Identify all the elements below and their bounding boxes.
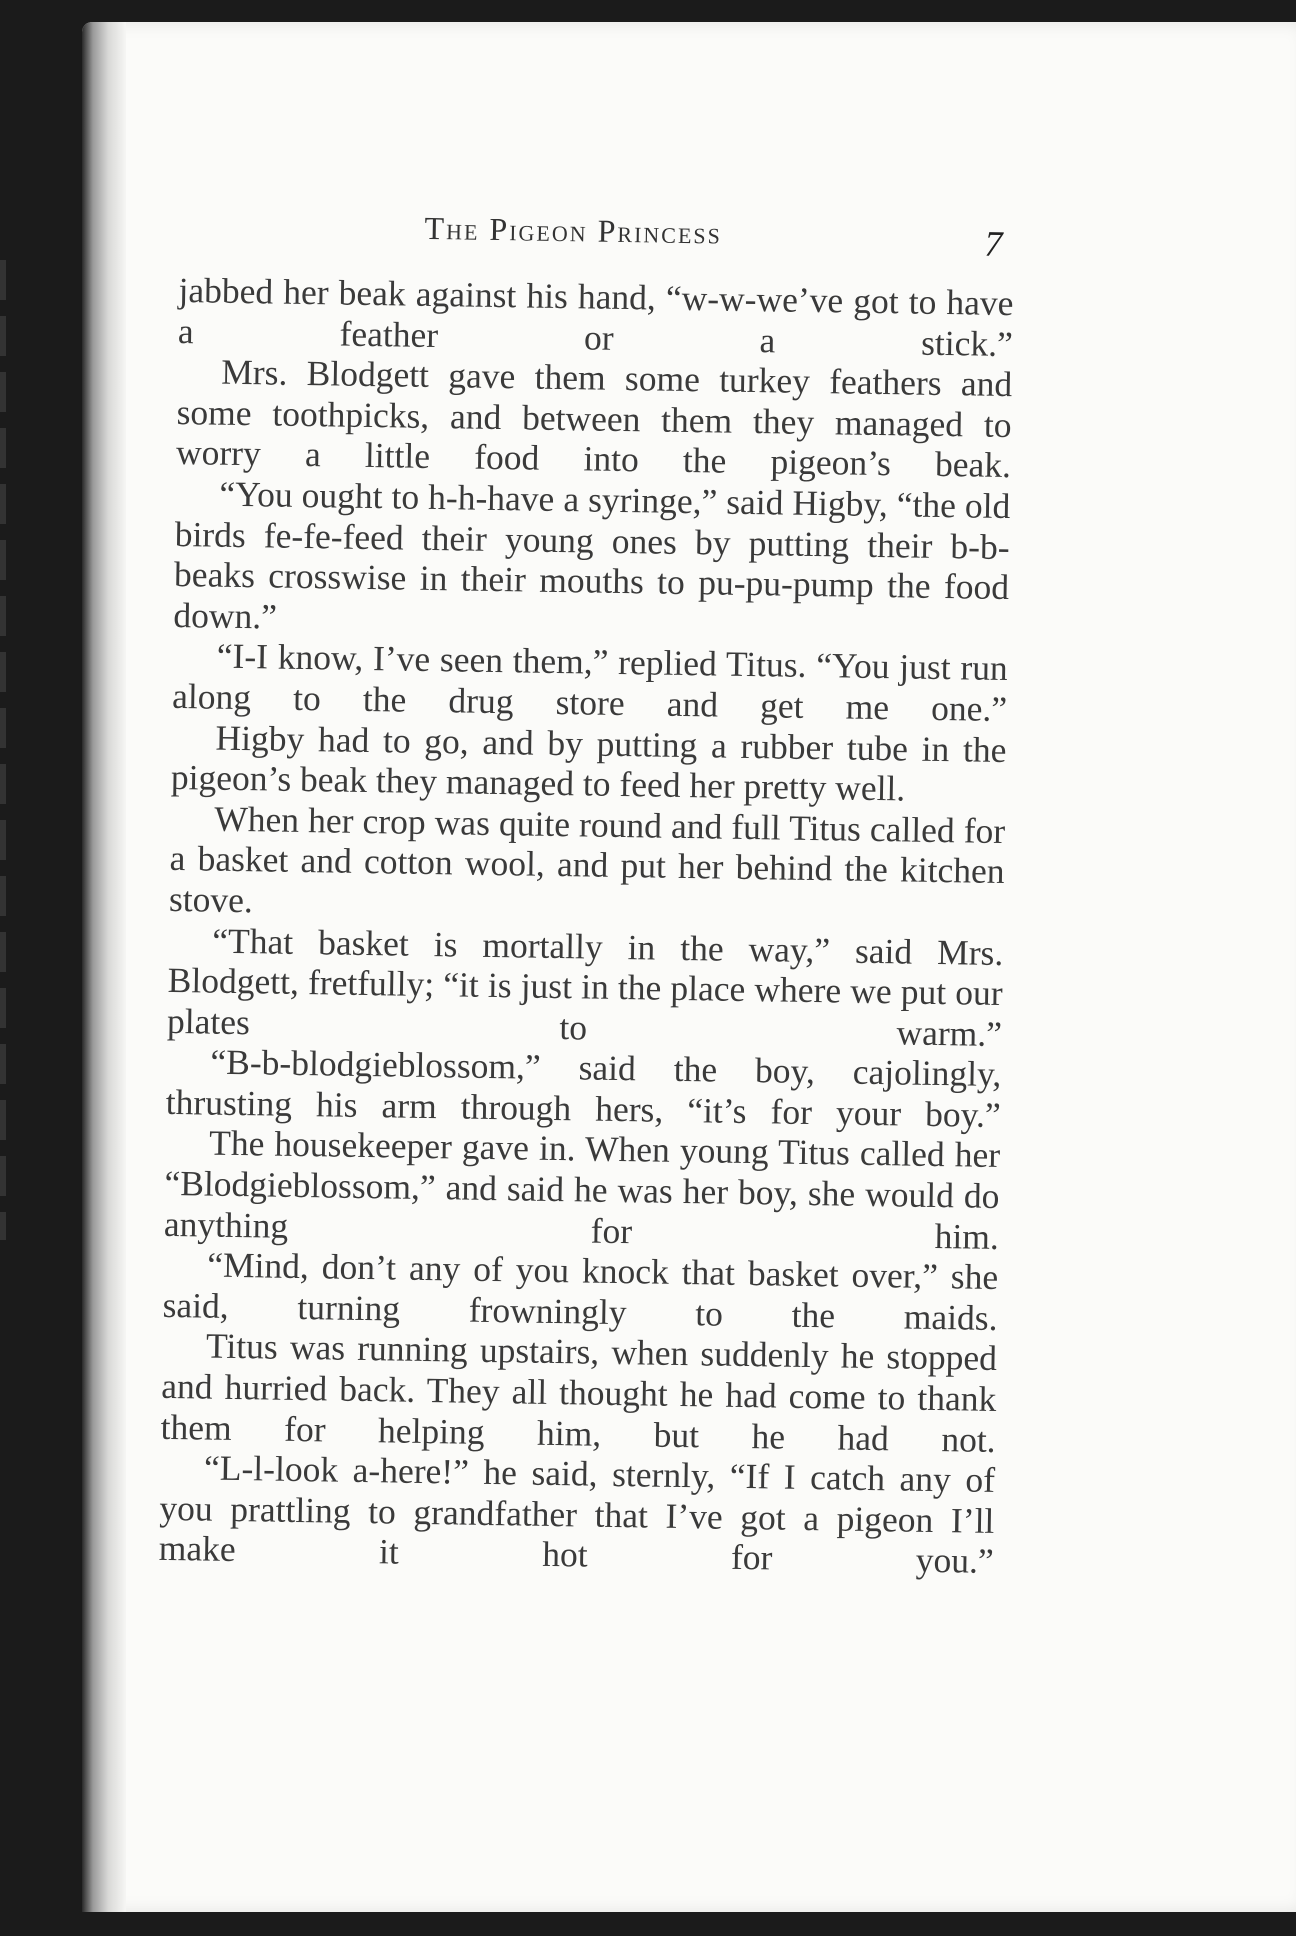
- paragraph: Higby had to go, and by putting a rubber tube in the pigeon’s beak they managed to feed her pretty well.: [170, 717, 1007, 809]
- book-gutter: [82, 22, 126, 1912]
- paragraph: “L-l-look a-here!” he said, sternly, “If I catch any of you prattling to grandfather that I’ve got a pigeon I’ll make it hot for you.”: [158, 1447, 996, 1582]
- text-block: [156, 200, 1015, 1733]
- paragraph: “Mind, don’t any of you knock that basket over,” she said, turning frowningly to the maids.: [162, 1244, 999, 1338]
- paragraph: Titus was running upstairs, when suddenly he stopped and hurried back. They all thought he had come to thank them for helping him, but he had not.: [160, 1325, 998, 1460]
- paragraph: The housekeeper gave in. When young Titus called her “Blodgieblossom,” and said he was her boy, she would do anything for him.: [163, 1123, 1001, 1257]
- running-title: The Pigeon Princess: [424, 209, 723, 251]
- page-edge-stack: [0, 260, 6, 1240]
- page-number: 7: [984, 223, 1003, 264]
- paragraph: “I-I know, I’ve seen them,” replied Titus. “You just run along to the drug store and get me one.”: [171, 635, 1009, 729]
- paragraph: “That basket is mortally in the way,” said Mrs. Blodgett, fretfully; “it is just in the place where we put our plates to warm.”: [166, 920, 1004, 1054]
- paragraph: “You ought to h-h-have a syringe,” said Higby, “the old birds fe-fe-feed their young ones by putting their b-b-beaks crosswise in their mouths to pu-pu-pump the food down.”: [173, 473, 1011, 637]
- paragraph: Mrs. Blodgett gave them some turkey feathers and some toothpicks, and between them they managed to worry a little food into the pigeon’s beak.: [175, 351, 1013, 486]
- paragraph: “B-b-blodgieblossom,” said the boy, cajolingly, thrusting his arm through hers, “it’s for your boy.”: [165, 1041, 1002, 1135]
- paragraph: jabbed her beak against his hand, “w-w-we’ve got to have a feather or a stick.”: [177, 269, 1014, 364]
- running-head: [179, 200, 1015, 283]
- paragraph: When her crop was quite round and full Titus called for a basket and cotton wool, and put her behind the kitchen stove.: [168, 798, 1006, 921]
